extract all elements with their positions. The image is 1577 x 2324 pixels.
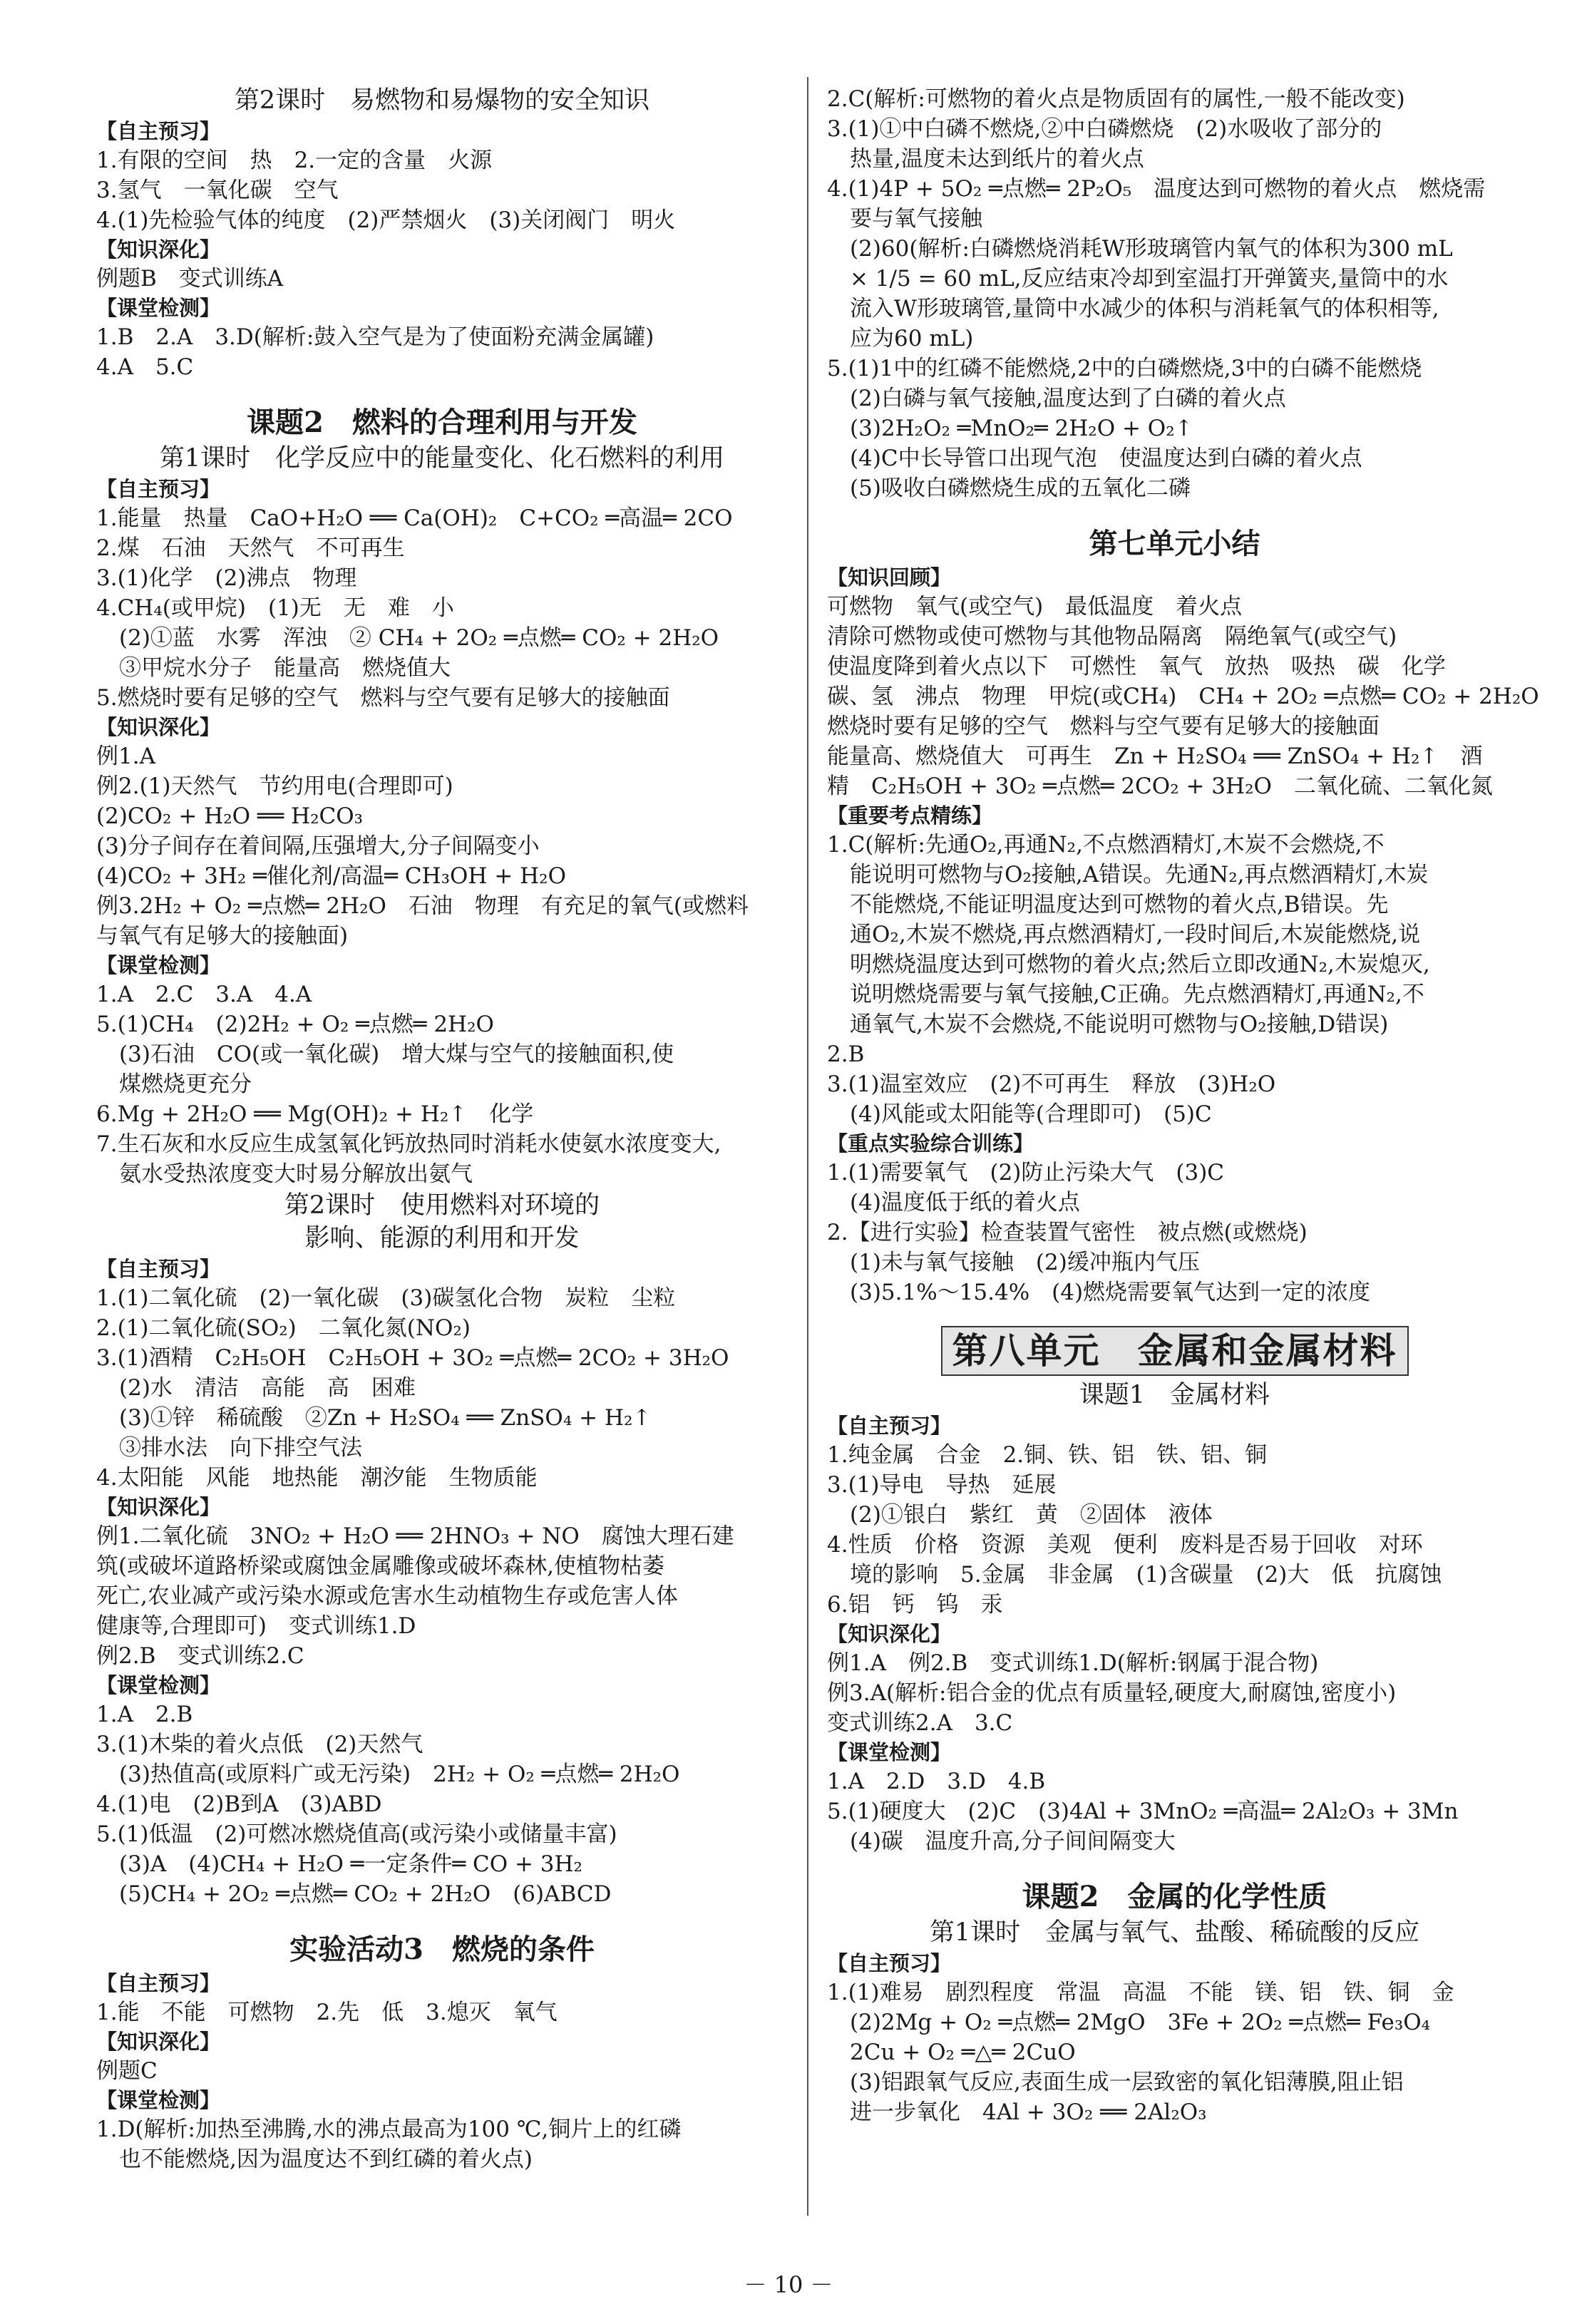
answer-line: 进一步氧化 4Al + 3O₂ ══ 2Al₂O₃ [850,2099,1207,2125]
section-label: 【自主预习】 [96,477,221,501]
column-divider [807,77,808,2216]
answer-line: 例1.二氧化硫 3NO₂ + H₂O ══ 2HNO₃ + NO 腐蚀大理石建 [96,1523,734,1549]
answer-line: 可燃物 氧气(或空气) 最低温度 着火点 [827,594,1243,619]
lesson-heading: 课题2 燃料的合理利用与开发 [247,406,637,439]
answer-line: 碳、氢 沸点 物理 甲烷(或CH₄) CH₄ + 2O₂ ═点燃═ CO₂ + 2H₂O [827,684,1539,709]
answer-line: ③甲烷水分子 能量高 燃烧值大 [119,655,451,681]
answer-line: (2)水 清洁 高能 高 困难 [119,1375,416,1401]
answer-line: 1.纯金属 合金 2.铜、铁、铝 铁、铝、铜 [827,1442,1268,1468]
answer-line: 清除可燃物或使可燃物与其他物品隔离 隔绝氧气(或空气) [827,624,1397,649]
answer-line: 2.(1)二氧化硫(SO₂) 二氧化氮(NO₂) [96,1315,471,1341]
answer-line: 6.Mg + 2H₂O ══ Mg(OH)₂ + H₂↑ 化学 [96,1101,534,1127]
lesson-heading: 第七单元小结 [1089,527,1260,560]
answer-line: 5.(1)CH₄ (2)2H₂ + O₂ ═点燃═ 2H₂O [96,1012,494,1037]
section-label: 【知识深化】 [96,2030,221,2054]
answer-line: 3.(1)酒精 C₂H₅OH C₂H₅OH + 3O₂ ═点燃═ 2CO₂ + 3H₂O [96,1345,729,1371]
section-label: 【课堂检测】 [96,296,221,320]
section-label: 【自主预习】 [96,119,221,143]
section-label: 【课堂检测】 [96,1673,221,1697]
lesson-subheading: 第1课时 金属与氧气、盐酸、稀硫酸的反应 [929,1918,1420,1947]
left-column [96,84,788,2174]
answer-line: (4)温度低于纸的着火点 [850,1190,1080,1215]
answer-line: 要与氧气接触 [850,206,982,232]
answer-line: (3)2H₂O₂ ═MnO₂═ 2H₂O + O₂↑ [850,416,1193,441]
answer-line: 说明燃烧需要与氧气接触,C正确。先点燃酒精灯,再通N₂,不 [850,982,1424,1007]
answer-line: 境的影响 5.金属 非金属 (1)含碳量 (2)大 低 抗腐蚀 [850,1562,1442,1588]
right-column [827,84,1539,2127]
answer-line: 1.A 2.D 3.D 4.B [827,1769,1046,1794]
answer-line: 1.A 2.B [96,1702,193,1727]
answer-line: 1.(1)难易 剧烈程度 常温 高温 不能 镁、铝 铁、铜 金 [827,1980,1454,2005]
section-label: 【课堂检测】 [96,953,221,977]
answer-line: 1.A 2.C 3.A 4.A [96,982,312,1007]
answer-line: 3.氢气 一氧化碳 空气 [96,178,339,203]
answer-line: 4.(1)电 (2)B到A (3)ABD [96,1791,382,1817]
answer-line: × 1/5 = 60 mL,反应结束冷却到室温打开弹簧夹,量筒中的水 [850,266,1449,292]
answer-line: (5)CH₄ + 2O₂ ═点燃═ CO₂ + 2H₂O (6)ABCD [119,1881,612,1907]
section-label: 【自主预习】 [827,1951,952,1975]
answer-line: 2.【进行实验】检查装置气密性 被点燃(或燃烧) [827,1220,1308,1245]
answer-line: 2.煤 石油 天然气 不可再生 [96,535,405,561]
answer-line: 1.能量 热量 CaO+H₂O ══ Ca(OH)₂ C+CO₂ ═高温═ 2CO [96,505,733,531]
lesson-subheading: 课题1 金属材料 [1079,1381,1270,1409]
lesson-subheading: 第1课时 化学反应中的能量变化、化石燃料的利用 [159,444,725,473]
answer-line: 热量,温度未达到纸片的着火点 [850,146,1144,172]
answer-line: (2)白磷与氧气接触,温度达到了白磷的着火点 [850,386,1286,411]
answer-line: 例题B 变式训练A [96,266,284,292]
answer-line: (3)热值高(或原料广或无污染) 2H₂ + O₂ ═点燃═ 2H₂O [119,1762,680,1787]
section-label: 【课堂检测】 [827,1740,952,1764]
answer-line: 7.生石灰和水反应生成氢氧化钙放热同时消耗水使氨水浓度变大, [96,1131,721,1157]
answer-line: 例2.B 变式训练2.C [96,1643,304,1669]
answer-line: (4)碳 温度升高,分子间间隔变大 [850,1829,1176,1854]
answer-line: 4.A 5.C [96,354,194,380]
answer-line: 例3.A(解析:铝合金的优点有质量轻,硬度大,耐腐蚀,密度小) [827,1680,1397,1706]
answer-line: (2)①银白 紫红 黄 ②固体 液体 [850,1502,1213,1528]
answer-line: (3)分子间存在着间隔,压强增大,分子间隔变小 [96,833,540,859]
answer-line: 2.C(解析:可燃物的着火点是物质固有的属性,一般不能改变) [827,86,1405,112]
answer-line: 3.(1)导电 导热 延展 [827,1472,1057,1498]
answer-line: 1.(1)需要氧气 (2)防止污染大气 (3)C [827,1160,1225,1186]
lesson-subheading: 影响、能源的利用和开发 [304,1224,580,1253]
answer-line: 1.能 不能 可燃物 2.先 低 3.熄灭 氧气 [96,2000,558,2025]
answer-line: (1)未与氧气接触 (2)缓冲瓶内气压 [850,1250,1200,1275]
lesson-subheading: 第2课时 易燃物和易爆物的安全知识 [234,86,650,115]
answer-line: 3.(1)①中白磷不燃烧,②中白磷燃烧 (2)水吸收了部分的 [827,116,1382,142]
answer-line: 例2.(1)天然气 节约用电(合理即可) [96,773,453,799]
section-label: 【重点实验综合训练】 [827,1131,1034,1156]
unit-heading [827,1326,1522,1376]
answer-line: 使温度降到着火点以下 可燃性 氧气 放热 吸热 碳 化学 [827,654,1446,679]
section-label: 【知识深化】 [96,1495,221,1519]
section-label: 【知识深化】 [827,1622,952,1646]
answer-line: 流入W形玻璃管,量筒中水减少的体积与消耗氧气的体积相等, [850,296,1439,322]
answer-line: 1.D(解析:加热至沸腾,水的沸点最高为100 ℃,铜片上的红磷 [96,2117,682,2142]
section-label: 【自主预习】 [96,1971,221,1995]
answer-line: 4.(1)4P + 5O₂ ═点燃═ 2P₂O₅ 温度达到可燃物的着火点 燃烧需 [827,176,1486,202]
answer-line: 1.有限的空间 热 2.一定的含量 火源 [96,148,493,173]
answer-line: 煤燃烧更充分 [119,1071,252,1097]
answer-line: 通O₂,木炭不燃烧,再点燃酒精灯,一段时间后,木炭能燃烧,说 [850,922,1421,947]
answer-line: 5.(1)低温 (2)可燃冰燃烧值高(或污染小或储量丰富) [96,1821,617,1847]
answer-line: 5.燃烧时要有足够的空气 燃料与空气要有足够大的接触面 [96,685,670,711]
section-label: 【自主预习】 [96,1257,221,1281]
answer-line: 例3.2H₂ + O₂ ═点燃═ 2H₂O 石油 物理 有充足的氧气(或燃料 [96,893,749,919]
answer-line: 1.B 2.A 3.D(解析:鼓入空气是为了使面粉充满金属罐) [96,324,654,350]
answer-line: (4)风能或太阳能等(合理即可) (5)C [850,1101,1212,1127]
answer-line: 4.CH₄(或甲烷) (1)无 无 难 小 [96,595,454,621]
answer-line: (3)①锌 稀硫酸 ②Zn + H₂SO₄ ══ ZnSO₄ + H₂↑ [119,1405,652,1431]
answer-line: (4)CO₂ + 3H₂ ═催化剂/高温═ CH₃OH + H₂O [96,863,567,889]
answer-line: 能说明可燃物与O₂接触,A错误。先通N₂,再点燃酒精灯,木炭 [850,862,1429,888]
answer-line: 通氧气,木炭不会燃烧,不能说明可燃物与O₂接触,D错误) [850,1012,1389,1037]
answer-line: 不能燃烧,不能证明温度达到可燃物的着火点,B错误。先 [850,892,1389,917]
answer-line: 与氧气有足够大的接触面) [96,923,349,949]
answer-line: 也不能燃烧,因为温度达不到红磷的着火点) [119,2146,533,2172]
answer-line: 氨水受热浓度变大时易分解放出氨气 [119,1161,473,1187]
answer-line: 死亡,农业减产或污染水源或危害水生动植物生存或危害人体 [96,1583,678,1609]
answer-line: 2Cu + O₂ ═△═ 2CuO [850,2040,1076,2065]
answer-line: (3)铝跟氧气反应,表面生成一层致密的氧化铝薄膜,阻止铝 [850,2070,1404,2095]
lesson-heading: 实验活动3 燃烧的条件 [289,1933,595,1966]
section-label: 【重要考点精练】 [827,803,993,828]
answer-line: 1.(1)二氧化硫 (2)一氧化碳 (3)碳氢化合物 炭粒 尘粒 [96,1285,676,1311]
answer-line: 健康等,合理即可) 变式训练1.D [96,1613,416,1639]
answer-line: 燃烧时要有足够的空气 燃料与空气要有足够大的接触面 [827,714,1380,739]
answer-line: 4.(1)先检验气体的纯度 (2)严禁烟火 (3)关闭阀门 明火 [96,207,676,233]
answer-line: (3)A (4)CH₄ + H₂O ═一定条件═ CO + 3H₂ [119,1851,582,1877]
answer-line: 6.铝 钙 钨 汞 [827,1592,1003,1618]
answer-line: (3)5.1%～15.4% (4)燃烧需要氧气达到一定的浓度 [850,1280,1371,1305]
answer-line: (2)CO₂ + H₂O ══ H₂CO₃ [96,803,364,829]
section-label: 【知识深化】 [96,237,221,262]
page-number: － 10 － [744,2271,833,2298]
answer-line: 1.C(解析:先通O₂,再通N₂,不点燃酒精灯,木炭不会燃烧,不 [827,832,1385,858]
answer-line: 例题C [96,2058,158,2084]
answer-line: 3.(1)化学 (2)沸点 物理 [96,565,357,591]
section-label: 【知识回顾】 [827,565,952,590]
answer-line: 4.太阳能 风能 地热能 潮汐能 生物质能 [96,1465,538,1491]
answer-line: 3.(1)温室效应 (2)不可再生 释放 (3)H₂O [827,1071,1276,1097]
section-label: 【课堂检测】 [96,2088,221,2112]
answer-line: (4)C中长导管口出现气泡 使温度达到白磷的着火点 [850,446,1362,471]
lesson-subheading: 第2课时 使用燃料对环境的 [284,1191,600,1220]
lesson-heading: 课题2 金属的化学性质 [1022,1880,1327,1913]
answer-line: 3.(1)木柴的着火点低 (2)天然气 [96,1732,423,1757]
answer-line: (2)60(解析:白磷燃烧消耗W形玻璃管内氧气的体积为300 mL [850,236,1453,262]
answer-line: 4.性质 价格 资源 美观 便利 废料是否易于回收 对环 [827,1532,1423,1558]
answer-line: (3)石油 CO(或一氧化碳) 增大煤与空气的接触面积,使 [119,1042,674,1067]
answer-line: (2)2Mg + O₂ ═点燃═ 2MgO 3Fe + 2O₂ ═点燃═ Fe₃O₄ [850,2010,1431,2035]
answer-line: 应为60 mL) [850,326,974,351]
answer-line: 能量高、燃烧值大 可再生 Zn + H₂SO₄ ══ ZnSO₄ + H₂↑ 酒 [827,744,1483,769]
unit-title: 第八单元 金属和金属材料 [941,1326,1409,1376]
answer-line: 例1.A 例2.B 变式训练1.D(解析:钢属于混合物) [827,1650,1319,1676]
answer-line: 2.B [827,1042,865,1067]
answer-line: 筑(或破坏道路桥梁或腐蚀金属雕像或破坏森林,使植物枯萎 [96,1553,664,1579]
answer-line: 例1.A [96,744,155,769]
answer-line: 5.(1)硬度大 (2)C (3)4Al + 3MnO₂ ═高温═ 2Al₂O₃ + 3Mn [827,1799,1459,1824]
answer-line: 精 C₂H₅OH + 3O₂ ═点燃═ 2CO₂ + 3H₂O 二氧化硫、二氧化氮 [827,773,1493,799]
answer-line: (2)①蓝 水雾 浑浊 ② CH₄ + 2O₂ ═点燃═ CO₂ + 2H₂O [119,625,719,651]
answer-line: (5)吸收白磷燃烧生成的五氧化二磷 [850,475,1191,501]
section-label: 【自主预习】 [827,1414,952,1438]
section-label: 【知识深化】 [96,715,221,739]
answer-line: ③排水法 向下排空气法 [119,1435,362,1461]
answer-line: 变式训练2.A 3.C [827,1710,1013,1736]
answer-line: 5.(1)1中的红磷不能燃烧,2中的白磷燃烧,3中的白磷不能燃烧 [827,356,1422,381]
answer-line: 明燃烧温度达到可燃物的着火点;然后立即改通N₂,木炭熄灭, [850,952,1430,977]
